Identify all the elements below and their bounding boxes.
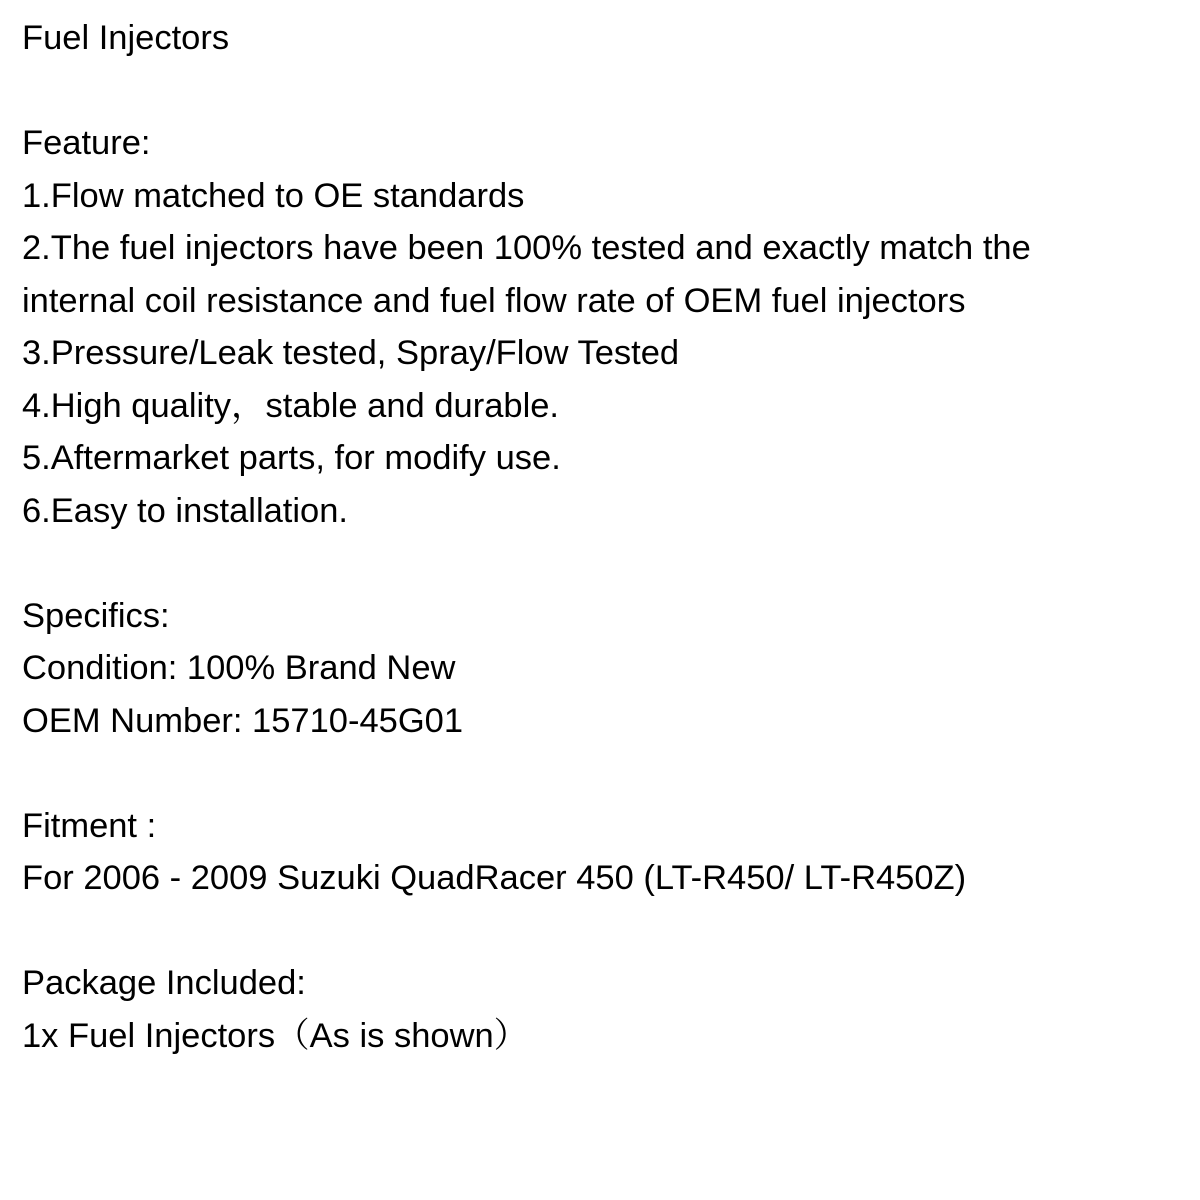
feature-item: 1.Flow matched to OE standards bbox=[22, 176, 525, 215]
spacer bbox=[22, 905, 1182, 958]
package-heading: Package Included: bbox=[22, 964, 306, 1002]
spacer bbox=[22, 747, 1182, 800]
package-text: 1x Fuel Injectors（As is shown） bbox=[22, 1016, 529, 1055]
feature-item: 2.The fuel injectors have been 100% tested and exactly match the bbox=[22, 229, 1031, 267]
spacer bbox=[22, 537, 1182, 590]
page-title: Fuel Injectors bbox=[22, 19, 230, 57]
feature-item: 4.High quality，stable and durable. bbox=[22, 386, 560, 425]
oem-number-text: OEM Number: 15710-45G01 bbox=[22, 701, 464, 740]
spacer bbox=[22, 65, 1182, 118]
feature-item-continuation: internal coil resistance and fuel flow rate of OEM fuel injectors bbox=[22, 281, 966, 320]
package-section bbox=[22, 957, 1182, 1062]
fitment-text: For 2006 - 2009 Suzuki QuadRacer 450 (LT-R450/ LT-R450Z) bbox=[22, 859, 967, 897]
fitment-heading: Fitment : bbox=[22, 806, 157, 845]
fitment-section bbox=[22, 800, 1182, 905]
feature-item: 6.Easy to installation. bbox=[22, 491, 349, 530]
product-description bbox=[22, 12, 1182, 1062]
condition-text: Condition: 100% Brand New bbox=[22, 649, 456, 687]
feature-section bbox=[22, 117, 1182, 537]
feature-list bbox=[22, 170, 1182, 538]
feature-item: 5.Aftermarket parts, for modify use. bbox=[22, 439, 561, 477]
feature-item: 3.Pressure/Leak tested, Spray/Flow Tested bbox=[22, 334, 680, 372]
specifics-heading: Specifics: bbox=[22, 596, 170, 635]
feature-heading: Feature: bbox=[22, 124, 151, 162]
specifics-section bbox=[22, 590, 1182, 748]
